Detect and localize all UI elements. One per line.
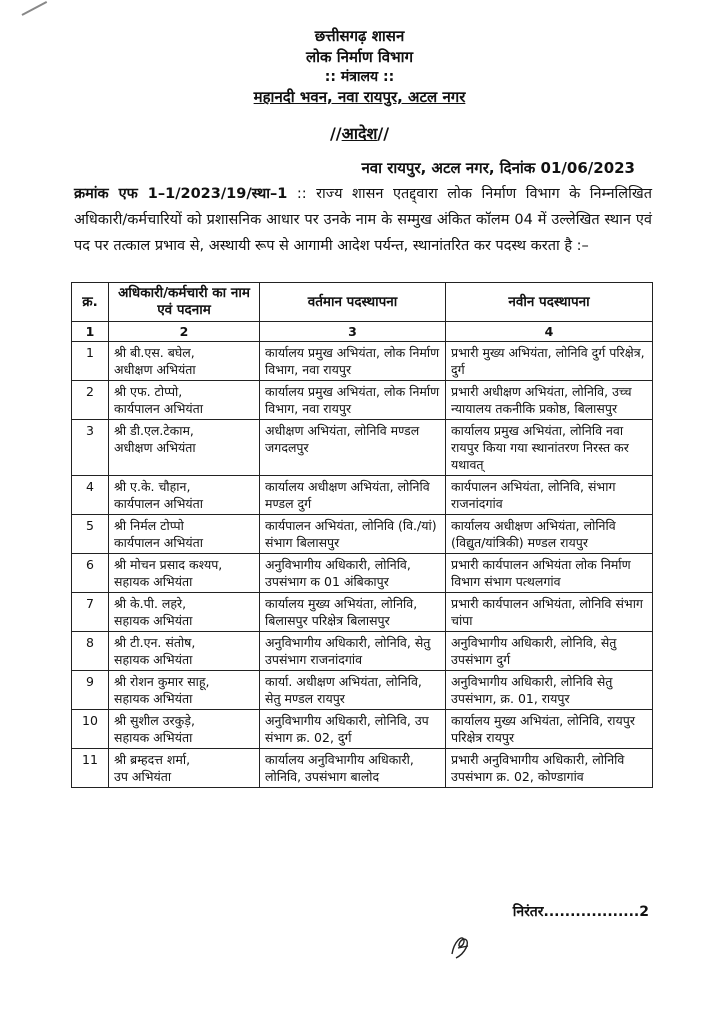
cell-current-posting <box>260 710 446 749</box>
col-number: 1 <box>72 322 109 342</box>
header-new-posting: नवीन पदस्थापना <box>446 283 653 322</box>
cell-new-posting-text: कार्यालय प्रमुख अभियंता, लोनिवि नवा रायपुर किया गया स्थानांतरण निरस्त कर यथावत् <box>451 423 629 472</box>
header-current-posting: वर्तमान पदस्थापना <box>260 283 446 322</box>
cell-current-posting-text: कार्यपालन अभियंता, लोनिवि (वि./यां) संभाग बिलासपुर <box>265 518 437 550</box>
cell-name-designation-text: श्री ब्रम्हदत्त शर्मा, <box>114 752 191 767</box>
cell-current-posting <box>260 749 446 788</box>
cell-new-posting-text: कार्यालय अधीक्षण अभियंता, लोनिवि (विद्युत/यांत्रिकी) मण्डल रायपुर <box>451 518 616 550</box>
cell-name-designation-text: श्री के.पी. लहरे, <box>114 596 187 611</box>
col-number: 2 <box>109 322 260 342</box>
government-name: छत्तीसगढ़ शासन <box>314 27 405 45</box>
cell-serial-text: 7 <box>86 596 94 611</box>
cell-serial <box>72 342 109 381</box>
designation-text: उप अभियंता <box>114 769 172 784</box>
cell-serial-text: 10 <box>82 713 98 728</box>
cell-name-designation <box>109 476 260 515</box>
signature-mark <box>440 928 480 960</box>
cell-current-posting-text: अनुविभागीय अधिकारी, लोनिवि, उपसंभाग क 01 अंबिकापुर <box>265 557 411 589</box>
designation-text: कार्यपालन अभियंता <box>114 535 203 550</box>
table-row <box>72 710 653 749</box>
cell-new-posting <box>446 554 653 593</box>
header-serial: क्र. <box>72 283 109 322</box>
cell-current-posting-text: कार्यालय प्रमुख अभियंता, लोक निर्माण विभाग, नवा रायपुर <box>265 345 440 377</box>
cell-new-posting-text: प्रभारी अधीक्षण अभियंता, लोनिवि, उच्च न्यायालय तकनीकि प्रकोष्ठ, बिलासपुर <box>451 384 632 416</box>
cell-new-posting-text: कार्यालय मुख्य अभियंता, लोनिवि, रायपुर परिक्षेत्र रायपुर <box>451 713 636 745</box>
cell-name-designation-text: श्री रोशन कुमार साहू, <box>114 674 210 689</box>
cell-name-designation <box>109 710 260 749</box>
cell-name-designation <box>109 632 260 671</box>
cell-current-posting-text: अनुविभागीय अधिकारी, लोनिवि, उप संभाग क्र. 02, दुर्ग <box>265 713 429 745</box>
designation-text: सहायक अभियंता <box>114 691 193 706</box>
order-reference: क्रमांक एफ 1–1/2023/19/स्था–1 <box>74 186 288 202</box>
table-row <box>72 749 653 788</box>
cell-serial <box>72 710 109 749</box>
cell-name-designation <box>109 420 260 476</box>
cell-serial-text: 3 <box>86 423 94 438</box>
date-line: नवा रायपुर, अटल नगर, दिनांक 01/06/2023 <box>361 159 635 177</box>
cell-serial-text: 6 <box>86 557 94 572</box>
ministry-label: :: मंत्रालय :: <box>324 69 395 85</box>
table-row <box>72 420 653 476</box>
designation-text: सहायक अभियंता <box>114 574 193 589</box>
designation-text: सहायक अभियंता <box>114 613 193 628</box>
col-number: 4 <box>446 322 653 342</box>
cell-current-posting <box>260 476 446 515</box>
cell-current-posting <box>260 593 446 632</box>
cell-name-designation <box>109 515 260 554</box>
cell-current-posting <box>260 554 446 593</box>
order-text: :: राज्य शासन एतद्द्वारा लोक निर्माण विभाग के निम्नलिखित अधिकारी/कर्मचारियों को प्रशासनिक आधार पर उनके नाम के सम्मुख अंकित कॉलम 04 में उल्लेखित स्थान एवं पद पर तत्काल प्रभाव से, अस्थायी रूप से आगामी आदेश पर्यन्त, स्थानांतरित कर पदस्थ करता है :– <box>74 186 652 254</box>
cell-current-posting <box>260 671 446 710</box>
cell-name-designation <box>109 342 260 381</box>
cell-serial-text: 8 <box>86 635 94 650</box>
designation-text: सहायक अभियंता <box>114 730 193 745</box>
cell-new-posting <box>446 632 653 671</box>
cell-serial-text: 9 <box>86 674 94 689</box>
order-intro <box>74 181 652 259</box>
cell-new-posting <box>446 671 653 710</box>
cell-new-posting <box>446 381 653 420</box>
cell-serial <box>72 632 109 671</box>
letterhead <box>0 26 719 108</box>
designation-text: कार्यपालन अभियंता <box>114 496 203 511</box>
cell-new-posting <box>446 593 653 632</box>
table-row <box>72 342 653 381</box>
cell-new-posting-text: कार्यपालन अभियंता, लोनिवि, संभाग राजनांदगांव <box>451 479 616 511</box>
cell-new-posting <box>446 420 653 476</box>
designation-text: अधीक्षण अभियंता <box>114 440 196 455</box>
table-row <box>72 554 653 593</box>
designation-text: कार्यपालन अभियंता <box>114 401 203 416</box>
cell-new-posting <box>446 749 653 788</box>
cell-current-posting-text: अधीक्षण अभियंता, लोनिवि मण्डल जगदलपुर <box>265 423 420 455</box>
cell-current-posting-text: अनुविभागीय अधिकारी, लोनिवि, सेतु उपसंभाग राजनांदगांव <box>265 635 431 667</box>
cell-serial <box>72 593 109 632</box>
cell-new-posting-text: प्रभारी कार्यपालन अभियंता लोक निर्माण विभाग संभाग पत्थलगांव <box>451 557 631 589</box>
cell-new-posting <box>446 515 653 554</box>
cell-current-posting-text: कार्या. अधीक्षण अभियंता, लोनिवि, सेतु मण्डल रायपुर <box>265 674 422 706</box>
cell-new-posting-text: प्रभारी मुख्य अभियंता, लोनिवि दुर्ग परिक्षेत्र, दुर्ग <box>451 345 645 377</box>
table-row <box>72 381 653 420</box>
office-address: महानदी भवन, नवा रायपुर, अटल नगर <box>253 88 466 106</box>
cell-current-posting <box>260 342 446 381</box>
cell-name-designation-text: श्री ए.के. चौहान, <box>114 479 191 494</box>
cell-new-posting <box>446 476 653 515</box>
cell-name-designation <box>109 381 260 420</box>
cell-new-posting-text: अनुविभागीय अधिकारी, लोनिवि सेतु उपसंभाग, क्र. 01, रायपुर <box>451 674 613 706</box>
cell-name-designation-text: श्री मोचन प्रसाद कश्यप, <box>114 557 223 572</box>
cell-name-designation-text: श्री निर्मल टोप्पो <box>114 518 184 533</box>
cell-serial <box>72 381 109 420</box>
cell-new-posting-text: अनुविभागीय अधिकारी, लोनिवि, सेतु उपसंभाग दुर्ग <box>451 635 617 667</box>
cell-current-posting <box>260 381 446 420</box>
continued-note: निरंतर..................2 <box>512 904 649 920</box>
cell-name-designation-text: श्री सुशील उरकुड़े, <box>114 713 195 728</box>
cell-serial <box>72 420 109 476</box>
col-number: 3 <box>260 322 446 342</box>
cell-current-posting-text: कार्यालय प्रमुख अभियंता, लोक निर्माण विभाग, नवा रायपुर <box>265 384 440 416</box>
cell-serial-text: 1 <box>86 345 94 360</box>
cell-new-posting <box>446 710 653 749</box>
cell-current-posting-text: कार्यालय मुख्य अभियंता, लोनिवि, बिलासपुर परिक्षेत्र बिलासपुर <box>265 596 418 628</box>
order-title: //आदेश// <box>329 124 390 143</box>
cell-serial-text: 5 <box>86 518 94 533</box>
cell-current-posting-text: कार्यालय अधीक्षण अभियंता, लोनिवि मण्डल दुर्ग <box>265 479 430 511</box>
table-row <box>72 671 653 710</box>
cell-serial <box>72 515 109 554</box>
designation-text: सहायक अभियंता <box>114 652 193 667</box>
cell-serial <box>72 671 109 710</box>
cell-current-posting-text: कार्यालय अनुविभागीय अधिकारी, लोनिवि, उपसंभाग बालोद <box>265 752 414 784</box>
cell-current-posting <box>260 632 446 671</box>
cell-name-designation <box>109 749 260 788</box>
cell-new-posting <box>446 342 653 381</box>
table-row <box>72 476 653 515</box>
cell-new-posting-text: प्रभारी कार्यपालन अभियंता, लोनिवि संभाग चांपा <box>451 596 643 628</box>
table-header-row <box>72 283 653 322</box>
cell-name-designation <box>109 593 260 632</box>
cell-serial <box>72 749 109 788</box>
cell-serial <box>72 554 109 593</box>
cell-serial-text: 4 <box>86 479 94 494</box>
cell-name-designation <box>109 554 260 593</box>
cell-name-designation-text: श्री एफ. टोप्पो, <box>114 384 183 399</box>
cell-name-designation <box>109 671 260 710</box>
cell-serial <box>72 476 109 515</box>
cell-name-designation-text: श्री डी.एल.टेकाम, <box>114 423 194 438</box>
cell-name-designation-text: श्री टी.एन. संतोष, <box>114 635 196 650</box>
column-number-row <box>72 322 653 342</box>
cell-new-posting-text: प्रभारी अनुविभागीय अधिकारी, लोनिवि उपसंभाग क्र. 02, कोण्डागांव <box>451 752 625 784</box>
department-name: लोक निर्माण विभाग <box>305 48 414 66</box>
table-row <box>72 515 653 554</box>
transfer-table <box>71 282 653 788</box>
header-name: अधिकारी/कर्मचारी का नाम एवं पदनाम <box>109 283 260 322</box>
cell-name-designation-text: श्री बी.एस. बघेल, <box>114 345 195 360</box>
cell-serial-text: 2 <box>86 384 94 399</box>
cell-current-posting <box>260 515 446 554</box>
designation-text: अधीक्षण अभियंता <box>114 362 196 377</box>
pen-mark <box>22 1 48 16</box>
cell-serial-text: 11 <box>82 752 98 767</box>
cell-current-posting <box>260 420 446 476</box>
table-row <box>72 632 653 671</box>
table-row <box>72 593 653 632</box>
